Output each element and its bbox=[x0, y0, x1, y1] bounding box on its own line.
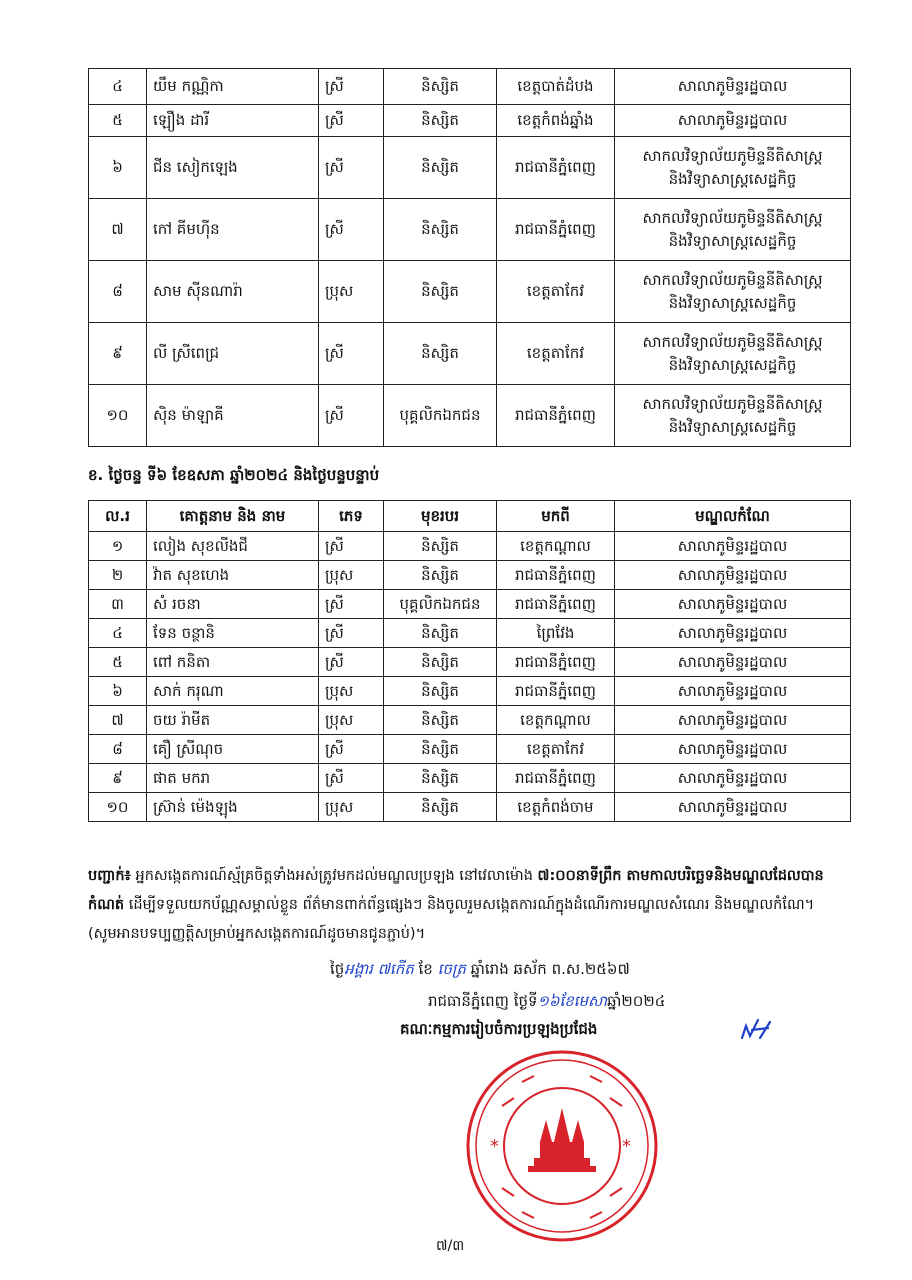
row-name: ផាត មករា bbox=[147, 764, 319, 793]
row-occupation: និស្សិត bbox=[384, 764, 497, 793]
row-center: សាលាភូមិន្ទរដ្ឋបាល bbox=[615, 532, 851, 561]
center-line: សាកលវិទ្យាល័យភូមិន្ទនីតិសាស្ត្រ bbox=[642, 271, 823, 289]
center-line: និងវិទ្យាសាស្ត្រសេដ្ឋកិច្ច bbox=[668, 417, 797, 436]
table-row bbox=[89, 619, 851, 648]
row-name: ចយ រ៉ាមីត bbox=[147, 706, 319, 735]
row-occupation: និស្សិត bbox=[384, 199, 497, 261]
row-center: សាលាភូមិន្ទរដ្ឋបាល bbox=[615, 561, 851, 590]
row-name: សំ រចនា bbox=[147, 590, 319, 619]
row-number: ៦ bbox=[89, 137, 147, 199]
row-number: ៨ bbox=[89, 735, 147, 764]
row-number: ១០ bbox=[89, 793, 147, 822]
note-text-1: អ្នកសង្កេតការណ៍ស្ម័គ្រចិត្តទាំងអស់ត្រូវមកដល់មណ្ឌលប្រឡង នៅវេលាម៉ោង bbox=[130, 868, 538, 884]
row-gender: ស្រី bbox=[319, 105, 384, 137]
row-from: ខេត្តតាកែវ bbox=[497, 323, 615, 385]
row-occupation: និស្សិត bbox=[384, 793, 497, 822]
center-line: សាលាភូមិន្ទរដ្ឋបាល bbox=[677, 77, 788, 96]
row-occupation: និស្សិត bbox=[384, 561, 497, 590]
row-occupation: និស្សិត bbox=[384, 677, 497, 706]
row-gender: ស្រី bbox=[319, 648, 384, 677]
row-number: ៧ bbox=[89, 199, 147, 261]
center-line: សាលាភូមិន្ទរដ្ឋបាល bbox=[677, 111, 788, 130]
row-from: រាជធានីភ្នំពេញ bbox=[497, 764, 615, 793]
row-from: រាជធានីភ្នំពេញ bbox=[497, 677, 615, 706]
table-header-row bbox=[89, 501, 851, 532]
signature-icon bbox=[738, 1016, 774, 1044]
row-from: រាជធានីភ្នំពេញ bbox=[497, 648, 615, 677]
row-name: កៅ គីមហ៊ីន bbox=[147, 199, 319, 261]
table-row bbox=[89, 677, 851, 706]
table-row bbox=[89, 793, 851, 822]
row-from: ខេត្តកំពង់ឆ្នាំង bbox=[497, 105, 615, 137]
row-from: រាជធានីភ្នំពេញ bbox=[497, 385, 615, 447]
row-center bbox=[615, 105, 851, 137]
row-name: សាម ស៊ីនណារ៉ា bbox=[147, 261, 319, 323]
row-number: ៥ bbox=[89, 105, 147, 137]
lunar-prefix: ថ្ងៃ bbox=[330, 960, 345, 978]
row-gender: ស្រី bbox=[319, 137, 384, 199]
table-row bbox=[89, 323, 851, 385]
table-row bbox=[89, 648, 851, 677]
row-occupation: និស្សិត bbox=[384, 69, 497, 105]
table-row bbox=[89, 764, 851, 793]
row-center: សាលាភូមិន្ទរដ្ឋបាល bbox=[615, 648, 851, 677]
row-center bbox=[615, 261, 851, 323]
row-gender: ប្រុស bbox=[319, 706, 384, 735]
row-number: ១០ bbox=[89, 385, 147, 447]
col-header-from: មកពី bbox=[497, 501, 615, 532]
row-center bbox=[615, 385, 851, 447]
table-row bbox=[89, 706, 851, 735]
col-header-center: មណ្ឌលកំណែ bbox=[615, 501, 851, 532]
row-gender: ស្រី bbox=[319, 199, 384, 261]
row-name: សាក់ ករុណា bbox=[147, 677, 319, 706]
table-row bbox=[89, 532, 851, 561]
col-header-gender: ភេទ bbox=[319, 501, 384, 532]
row-number: ១ bbox=[89, 532, 147, 561]
row-center: សាលាភូមិន្ទរដ្ឋបាល bbox=[615, 677, 851, 706]
row-gender: ស្រី bbox=[319, 619, 384, 648]
row-number: ៩ bbox=[89, 323, 147, 385]
row-gender: ស្រី bbox=[319, 69, 384, 105]
row-gender: ស្រី bbox=[319, 764, 384, 793]
row-occupation: និស្សិត bbox=[384, 532, 497, 561]
row-occupation: បុគ្គលិកឯកជន bbox=[384, 385, 497, 447]
row-occupation: និស្សិត bbox=[384, 619, 497, 648]
row-center: សាលាភូមិន្ទរដ្ឋបាល bbox=[615, 793, 851, 822]
date-prefix: រាជធានីភ្នំពេញ ថ្ងៃទី bbox=[428, 992, 538, 1010]
lunar-handwritten-day: អង្គារ ៧កើត bbox=[344, 960, 414, 978]
row-center: សាលាភូមិន្ទរដ្ឋបាល bbox=[615, 735, 851, 764]
row-gender: ប្រុស bbox=[319, 793, 384, 822]
official-seal-icon bbox=[462, 1046, 662, 1246]
note-time: ៧:០០នាទីព្រឹក តាមកាលបរិច្ឆេទនិងមណ្ឌលដែលបានកំណត់ bbox=[88, 868, 824, 913]
table-row bbox=[89, 561, 851, 590]
row-name: យឹម កណ្ណិកា bbox=[147, 69, 319, 105]
row-from: ខេត្តតាកែវ bbox=[497, 261, 615, 323]
row-from: រាជធានីភ្នំពេញ bbox=[497, 561, 615, 590]
observers-table-continued bbox=[88, 68, 851, 447]
table-row bbox=[89, 385, 851, 447]
center-line: និងវិទ្យាសាស្ត្រសេដ្ឋកិច្ច bbox=[668, 355, 797, 374]
center-line: និងវិទ្យាសាស្ត្រសេដ្ឋកិច្ច bbox=[668, 293, 797, 312]
center-line: និងវិទ្យាសាស្ត្រសេដ្ឋកិច្ច bbox=[668, 231, 797, 250]
row-center: សាលាភូមិន្ទរដ្ឋបាល bbox=[615, 590, 851, 619]
row-occupation: និស្សិត bbox=[384, 261, 497, 323]
center-line: និងវិទ្យាសាស្ត្រសេដ្ឋកិច្ច bbox=[668, 169, 797, 188]
row-number: ៥ bbox=[89, 648, 147, 677]
row-number: ២ bbox=[89, 561, 147, 590]
row-from: ខេត្តកំពង់ចាម bbox=[497, 793, 615, 822]
row-name: វ៉ាត សុខហេង bbox=[147, 561, 319, 590]
section-heading: ខ. ថ្ងៃចន្ទ ទី៦ ខែឧសភា ឆ្នាំ២០២៤ និងថ្ងៃបន្ទបន្ទាប់ bbox=[88, 466, 380, 484]
row-from: ខេត្តតាកែវ bbox=[497, 735, 615, 764]
note-paragraph bbox=[88, 862, 858, 949]
table-row bbox=[89, 105, 851, 137]
col-header-occupation: មុខរបរ bbox=[384, 501, 497, 532]
row-from: រាជធានីភ្នំពេញ bbox=[497, 137, 615, 199]
row-name: ជីន សៀកឡេង bbox=[147, 137, 319, 199]
row-number: ៧ bbox=[89, 706, 147, 735]
row-gender: ស្រី bbox=[319, 735, 384, 764]
col-header-name: គោត្តនាម និង នាម bbox=[147, 501, 319, 532]
row-occupation: និស្សិត bbox=[384, 105, 497, 137]
row-center bbox=[615, 323, 851, 385]
center-line: សាកលវិទ្យាល័យភូមិន្ទនីតិសាស្ត្រ bbox=[642, 147, 823, 165]
note-text-2: ដើម្បីទទួលយកប័ណ្ណសម្គាល់ខ្លួន ព័ត៌មានពាក់ព័ន្ធផ្សេងៗ និងចូលរួមសង្កេតការណ៍ក្នុងដំណើរការមណ្ឌលសំណេរ និងមណ្ឌលកំណែ។ (សូមអានបទប្បញ្ញត្តិសម្រាប់អ្នកសង្កេតការណ៍ដូចមានជូនភ្ជាប់)។ bbox=[88, 897, 815, 942]
table-row bbox=[89, 735, 851, 764]
observers-table-section-b bbox=[88, 500, 851, 822]
row-center bbox=[615, 199, 851, 261]
row-center: សាលាភូមិន្ទរដ្ឋបាល bbox=[615, 619, 851, 648]
row-center: សាលាភូមិន្ទរដ្ឋបាល bbox=[615, 706, 851, 735]
table-row bbox=[89, 137, 851, 199]
col-header-no: ល.រ bbox=[89, 501, 147, 532]
lunar-handwritten-month: ចេត្រ bbox=[437, 960, 466, 978]
row-number: ៤ bbox=[89, 69, 147, 105]
date-suffix: ឆ្នាំ២០២៤ bbox=[607, 992, 666, 1010]
row-name: ស្រ៊ាន់ ម៉េងឡុង bbox=[147, 793, 319, 822]
row-center: សាលាភូមិន្ទរដ្ឋបាល bbox=[615, 764, 851, 793]
row-from: ខេត្តកណ្ដាល bbox=[497, 706, 615, 735]
lunar-year: ឆ្នាំរោង ឆស័ក ព.ស.២៥៦៧ bbox=[465, 960, 630, 978]
row-gender: ស្រី bbox=[319, 532, 384, 561]
row-occupation: និស្សិត bbox=[384, 706, 497, 735]
row-occupation: និស្សិត bbox=[384, 735, 497, 764]
note-label: បញ្ជាក់៖ bbox=[88, 868, 131, 884]
center-line: សាកលវិទ្យាល័យភូមិន្ទនីតិសាស្ត្រ bbox=[642, 333, 823, 351]
row-gender: ប្រុស bbox=[319, 261, 384, 323]
row-from: ខេត្តបាត់ដំបង bbox=[497, 69, 615, 105]
center-line: សាកលវិទ្យាល័យភូមិន្ទនីតិសាស្ត្រ bbox=[642, 209, 823, 227]
row-occupation: និស្សិត bbox=[384, 648, 497, 677]
row-name: ទែន ចន្ថានិ bbox=[147, 619, 319, 648]
row-center bbox=[615, 69, 851, 105]
row-number: ៩ bbox=[89, 764, 147, 793]
row-center bbox=[615, 137, 851, 199]
row-number: ៤ bbox=[89, 619, 147, 648]
center-line: សាកលវិទ្យាល័យភូមិន្ទនីតិសាស្ត្រ bbox=[642, 395, 823, 413]
row-number: ៦ bbox=[89, 677, 147, 706]
lunar-date-line bbox=[330, 960, 630, 982]
row-name: ស៊ិន ម៉ាឡាគី bbox=[147, 385, 319, 447]
row-occupation: និស្សិត bbox=[384, 137, 497, 199]
row-from: ព្រៃវែង bbox=[497, 619, 615, 648]
row-gender: ប្រុស bbox=[319, 561, 384, 590]
lunar-month-label: ខែ bbox=[413, 960, 438, 978]
table-row bbox=[89, 261, 851, 323]
row-name: ឡឿង ដារី bbox=[147, 105, 319, 137]
row-number: ៣ bbox=[89, 590, 147, 619]
date-handwritten: ១៦ខែមេសា bbox=[537, 992, 608, 1010]
row-from: រាជធានីភ្នំពេញ bbox=[497, 199, 615, 261]
row-name: លៀង សុខលីងជី bbox=[147, 532, 319, 561]
table-row bbox=[89, 590, 851, 619]
row-name: គឿ ស្រីណុច bbox=[147, 735, 319, 764]
row-occupation: និស្សិត bbox=[384, 323, 497, 385]
row-number: ៨ bbox=[89, 261, 147, 323]
row-name: ពៅ កនិតា bbox=[147, 648, 319, 677]
row-gender: ស្រី bbox=[319, 590, 384, 619]
svg-text:*: * bbox=[622, 1136, 631, 1157]
table-row bbox=[89, 199, 851, 261]
row-gender: ស្រី bbox=[319, 385, 384, 447]
row-name: លី ស្រីពេជ្រ bbox=[147, 323, 319, 385]
committee-title: គណៈកម្មការរៀបចំការប្រឡងប្រជែង bbox=[400, 1020, 598, 1038]
solar-date-line bbox=[428, 992, 665, 1014]
row-gender: ស្រី bbox=[319, 323, 384, 385]
row-occupation: បុគ្គលិកឯកជន bbox=[384, 590, 497, 619]
page-number: ៧/៣ bbox=[436, 1238, 465, 1254]
table-row bbox=[89, 69, 851, 105]
row-gender: ប្រុស bbox=[319, 677, 384, 706]
svg-text:*: * bbox=[490, 1136, 499, 1157]
row-from: ខេត្តកណ្ដាល bbox=[497, 532, 615, 561]
row-from: រាជធានីភ្នំពេញ bbox=[497, 590, 615, 619]
